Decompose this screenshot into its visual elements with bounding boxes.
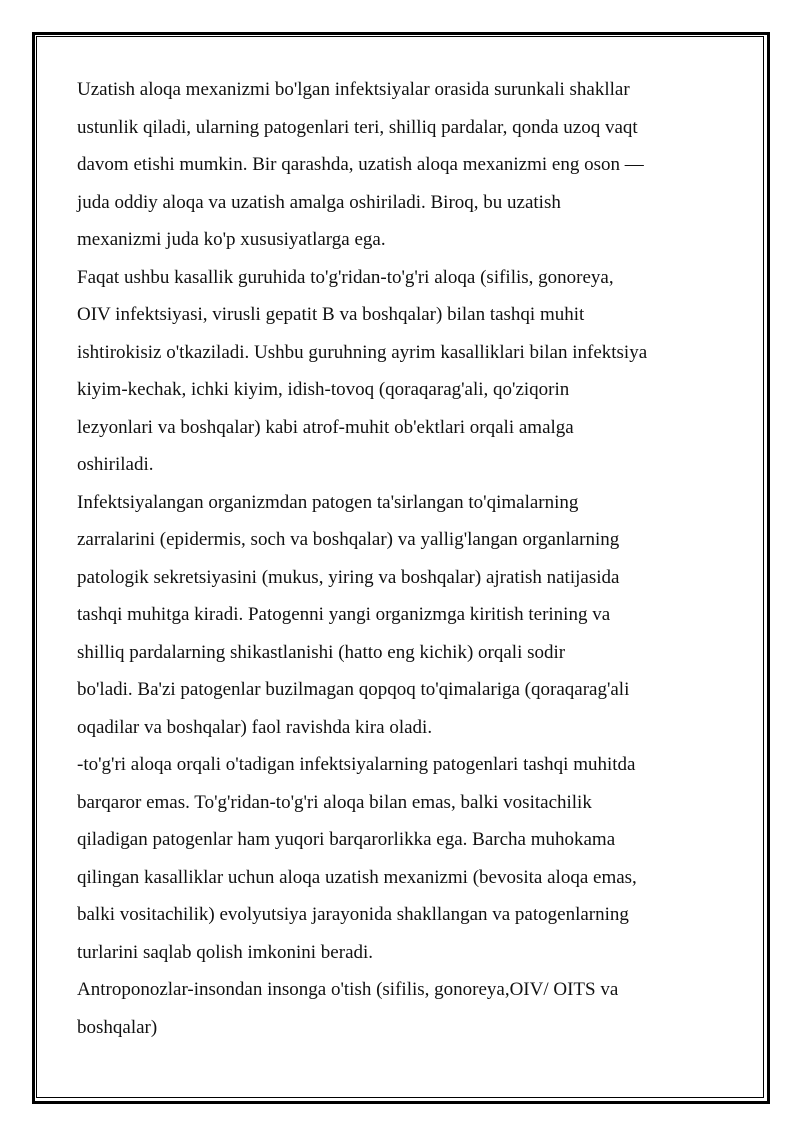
text-line: lezyonlari va boshqalar) kabi atrof-muhit ob'ektlari orqali amalga — [77, 416, 574, 438]
text-line: boshqalar) — [77, 1016, 158, 1038]
text-line: tashqi muhitga kiradi. Patogenni yangi organizmga kiritish terining va — [77, 604, 611, 625]
paragraph-2 — [77, 259, 737, 484]
text-line: barqaror emas. To'g'ridan-to'g'ri aloqa bilan emas, balki vositachilik — [77, 791, 592, 813]
text-line: balki vositachilik) evolyutsiya jarayonida shakllangan va patogenlarning — [77, 904, 629, 925]
text-line: -to'g'ri aloqa orqali o'tadigan infektsiyalarning patogenlari tashqi muhitda — [77, 754, 636, 775]
paragraph-1 — [77, 71, 737, 259]
text-line: mexanizmi juda ko'p xususiyatlarga ega. — [77, 229, 386, 250]
text-line: qiladigan patogenlar ham yuqori barqarorlikka ega. Barcha muhokama — [77, 829, 616, 850]
text-line: juda oddiy aloqa va uzatish amalga oshiriladi. Biroq, bu uzatish — [77, 191, 561, 213]
paragraph-4 — [77, 746, 737, 971]
text-line: bo'ladi. Ba'zi patogenlar buzilmagan qopqoq to'qimalariga (qoraqarag'ali — [77, 679, 630, 700]
text-line: Uzatish aloqa mexanizmi bo'lgan infektsiyalar orasida surunkali shakllar — [77, 79, 630, 100]
text-line: zarralarini (epidermis, soch va boshqalar) va yallig'langan organlarning — [77, 529, 620, 550]
text-line: Antroponozlar-insondan insonga o'tish (sifilis, gonoreya,OIV/ OITS va — [77, 979, 619, 1000]
text-line: turlarini saqlab qolish imkonini beradi. — [77, 941, 374, 963]
text-line: oshiriladi. — [77, 454, 154, 475]
text-line: qilingan kasalliklar uchun aloqa uzatish mexanizmi (bevosita aloqa emas, — [77, 866, 637, 888]
document-body — [77, 71, 737, 1046]
text-line: shilliq pardalarning shikastlanishi (hatto eng kichik) orqali sodir — [77, 641, 566, 663]
text-line: Infektsiyalangan organizmdan patogen ta'sirlangan to'qimalarning — [77, 491, 579, 513]
text-line: ishtirokisiz o'tkaziladi. Ushbu guruhning ayrim kasalliklari bilan infektsiya — [77, 341, 648, 363]
text-line: patologik sekretsiyasini (mukus, yiring va boshqalar) ajratish natijasida — [77, 566, 620, 588]
text-line: kiyim-kechak, ichki kiyim, idish-tovoq (qoraqarag'ali, qo'ziqorin — [77, 379, 570, 400]
paragraph-3 — [77, 484, 737, 747]
paragraph-5 — [77, 971, 737, 1046]
text-line: Faqat ushbu kasallik guruhida to'g'ridan-to'g'ri aloqa (sifilis, gonoreya, — [77, 266, 614, 288]
text-line: ustunlik qiladi, ularning patogenlari teri, shilliq pardalar, qonda uzoq vaqt — [77, 116, 638, 138]
text-line: oqadilar va boshqalar) faol ravishda kira oladi. — [77, 716, 433, 738]
text-line: davom etishi mumkin. Bir qarashda, uzatish aloqa mexanizmi eng oson — — [77, 154, 644, 175]
text-line: OIV infektsiyasi, virusli gepatit B va boshqalar) bilan tashqi muhit — [77, 304, 585, 325]
